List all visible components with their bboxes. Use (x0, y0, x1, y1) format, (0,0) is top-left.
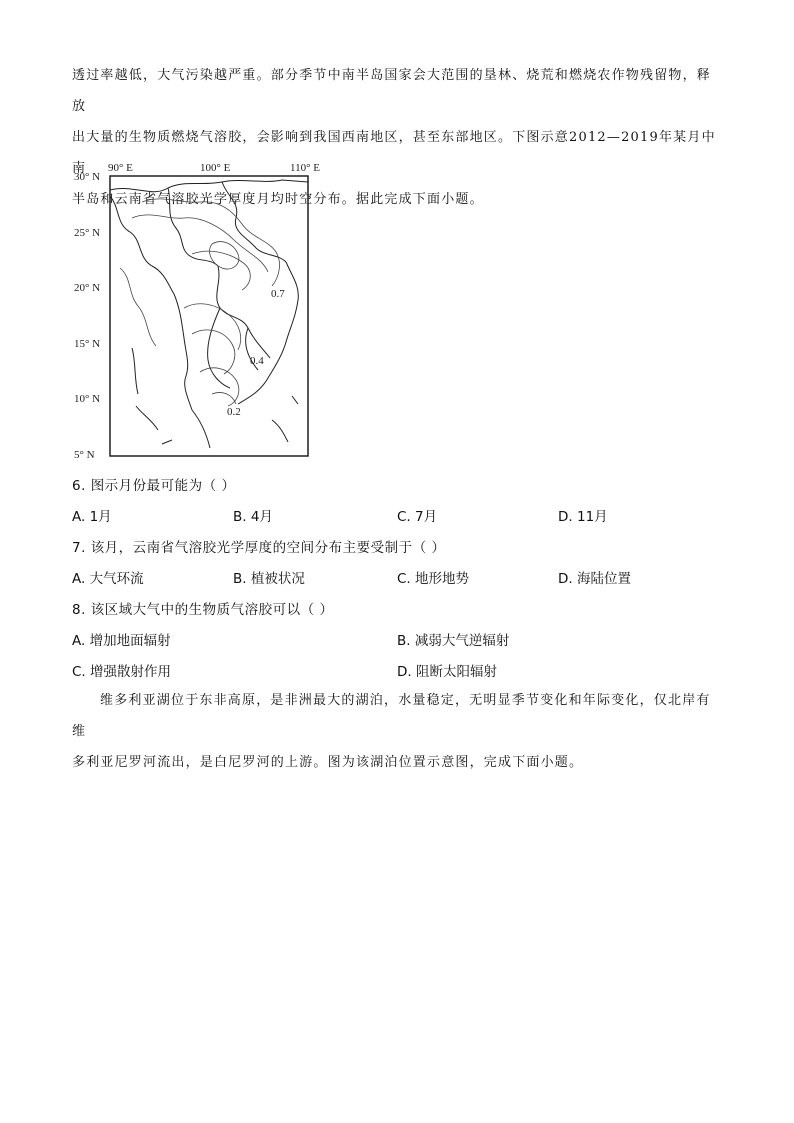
lon-label-90e: 90° E (108, 162, 133, 174)
question-7-option-c[interactable]: C. 地形地势 (397, 571, 470, 587)
question-6-stem (72, 474, 235, 494)
intro-line-2: 出大量的生物质燃烧气溶胶，会影响到我国西南地区，甚至东部地区。下图示意2012—2019年某月中南 (72, 130, 716, 176)
next-line-1: 维多利亚湖位于东非高原，是非洲最大的湖泊，水量稳定，无明显季节变化和年际变化，仅北岸有维 (72, 693, 711, 739)
question-8-stem (72, 598, 333, 618)
lat-label-20n: 20° N (74, 282, 101, 294)
question-8-option-b[interactable]: B. 减弱大气逆辐射 (397, 633, 510, 649)
country-borders (110, 180, 308, 448)
question-8-option-c[interactable]: C. 增强散射作用 (72, 664, 172, 680)
aerosol-map-figure (72, 158, 342, 463)
contour-label-0.2: 0.2 (227, 406, 241, 418)
next-paragraph (72, 685, 722, 778)
question-6-text: 图示月份最可能为（ ） (90, 478, 236, 494)
next-line-2: 多利亚尼罗河流出，是白尼罗河的上游。图为该湖泊位置示意图，完成下面小题。 (72, 755, 584, 770)
question-6-option-b[interactable]: B. 4月 (233, 509, 273, 525)
lat-label-15n: 15° N (74, 338, 101, 350)
lat-label-30n: 30° N (74, 171, 101, 183)
question-6-option-d[interactable]: D. 11月 (558, 509, 608, 525)
question-8-number: 8. (72, 602, 86, 618)
question-7-option-d[interactable]: D. 海陆位置 (558, 571, 631, 587)
contour-label-0.4: 0.4 (250, 355, 264, 367)
question-7-text: 该月，云南省气溶胶光学厚度的空间分布主要受制于（ ） (90, 540, 446, 556)
question-7-number: 7. (72, 540, 86, 556)
question-6-number: 6. (72, 478, 86, 494)
intro-line-1: 透过率越低，大气污染越严重。部分季节中南半岛国家会大范围的垦林、烧荒和燃烧农作物残留物，释放 (72, 68, 712, 114)
question-7-stem (72, 536, 445, 556)
lat-label-25n: 25° N (74, 227, 101, 239)
question-7-option-a[interactable]: A. 大气环流 (72, 571, 144, 587)
lon-label-100e: 100° E (200, 162, 231, 174)
map-frame (110, 176, 308, 456)
question-6-option-a[interactable]: A. 1月 (72, 509, 112, 525)
question-7-option-b[interactable]: B. 植被状况 (233, 571, 305, 587)
lat-label-10n: 10° N (74, 393, 101, 405)
question-8-text: 该区域大气中的生物质气溶胶可以（ ） (90, 602, 334, 618)
aod-contours (120, 199, 279, 406)
question-8-option-d[interactable]: D. 阻断太阳辐射 (397, 664, 497, 680)
lat-label-5n: 5° N (74, 449, 95, 461)
question-6-option-c[interactable]: C. 7月 (397, 509, 438, 525)
question-8-option-a[interactable]: A. 增加地面辐射 (72, 633, 171, 649)
intro-line-3: 半岛和云南省气溶胶光学厚度月均时空分布。据此完成下面小题。 (72, 192, 484, 207)
contour-label-0.7: 0.7 (271, 288, 285, 300)
lon-label-110e: 110° E (290, 162, 320, 174)
